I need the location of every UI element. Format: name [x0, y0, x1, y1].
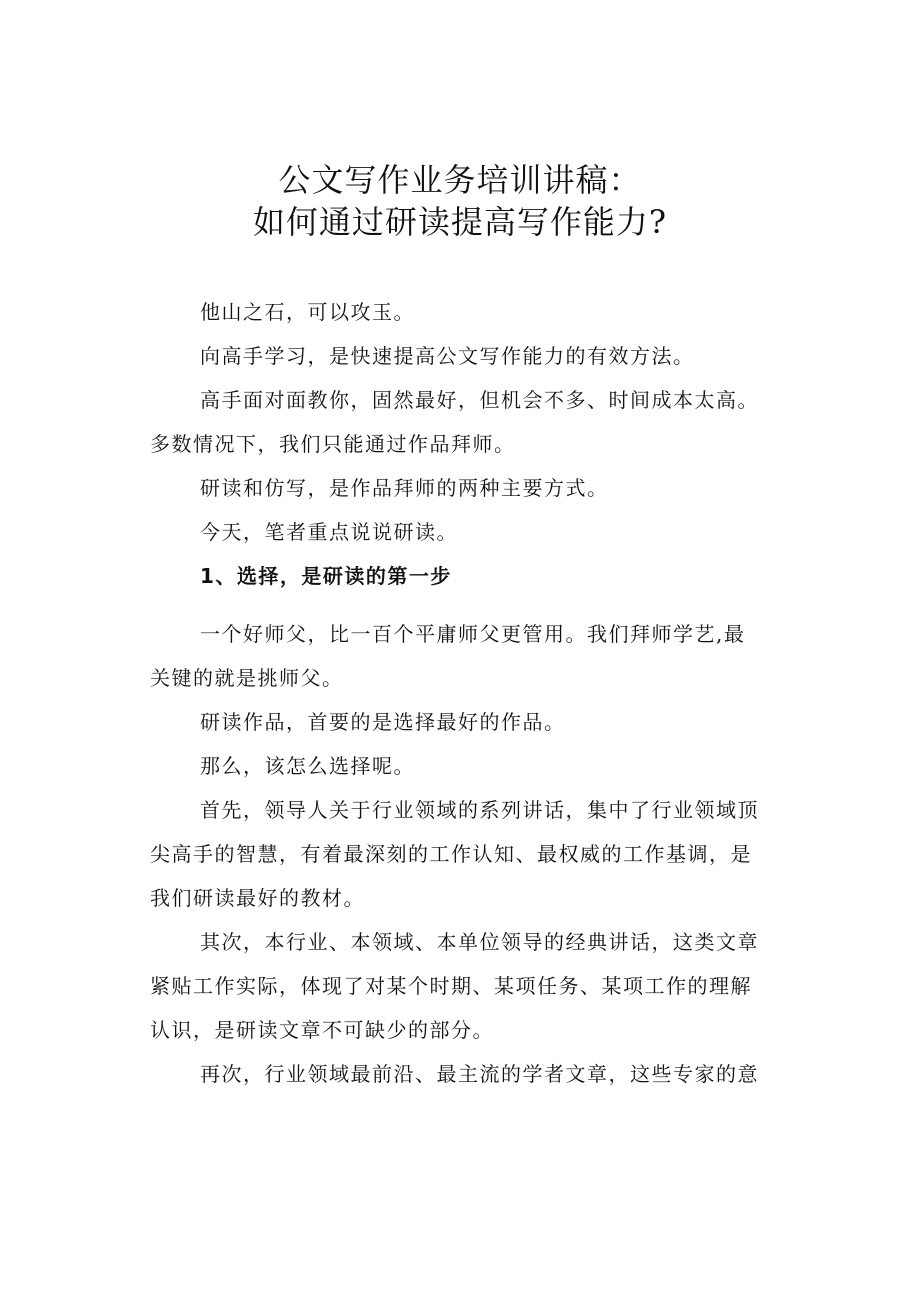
- paragraph: 今天，笔者重点说说研读。: [200, 520, 458, 544]
- paragraph: 他山之石，可以攻玉。: [200, 300, 415, 324]
- paragraph: 一个好师父，比一百个平庸师父更管用。我们拜师学艺,最: [200, 622, 746, 646]
- section-heading: 1、选择，是研读的第一步: [200, 564, 452, 588]
- paragraph-continuation: 我们研读最好的教材。: [150, 886, 365, 910]
- paragraph: 研读和仿写，是作品拜师的两种主要方式。: [200, 476, 609, 500]
- paragraph: 再次，行业领域最前沿、最主流的学者文章，这些专家的意: [200, 1062, 759, 1086]
- paragraph: 高手面对面教你，固然最好，但机会不多、时间成本太高。: [200, 388, 759, 412]
- paragraph-continuation: 关键的就是挑师父。: [150, 666, 344, 690]
- document-body: [150, 290, 810, 1096]
- paragraph: 那么，该怎么选择呢。: [200, 754, 415, 778]
- paragraph-continuation: 紧贴工作实际，体现了对某个时期、某项任务、某项工作的理解: [150, 974, 752, 998]
- paragraph: 研读作品，首要的是选择最好的作品。: [200, 710, 566, 734]
- document-title-line-2: 如何通过研读提高写作能力?: [252, 203, 668, 241]
- paragraph-continuation: 尖高手的智慧，有着最深刻的工作认知、最权威的工作基调，是: [150, 842, 752, 866]
- paragraph-continuation: 认识，是研读文章不可缺少的部分。: [150, 1018, 494, 1042]
- document-title-line-1: 公文写作业务培训讲稿：: [278, 161, 642, 199]
- paragraph-continuation: 多数情况下，我们只能通过作品拜师。: [150, 432, 516, 456]
- paragraph: 其次，本行业、本领域、本单位领导的经典讲话，这类文章: [200, 930, 759, 954]
- paragraph: 首先，领导人关于行业领域的系列讲话，集中了行业领域顶: [200, 798, 759, 822]
- paragraph: 向高手学习，是快速提高公文写作能力的有效方法。: [200, 344, 695, 368]
